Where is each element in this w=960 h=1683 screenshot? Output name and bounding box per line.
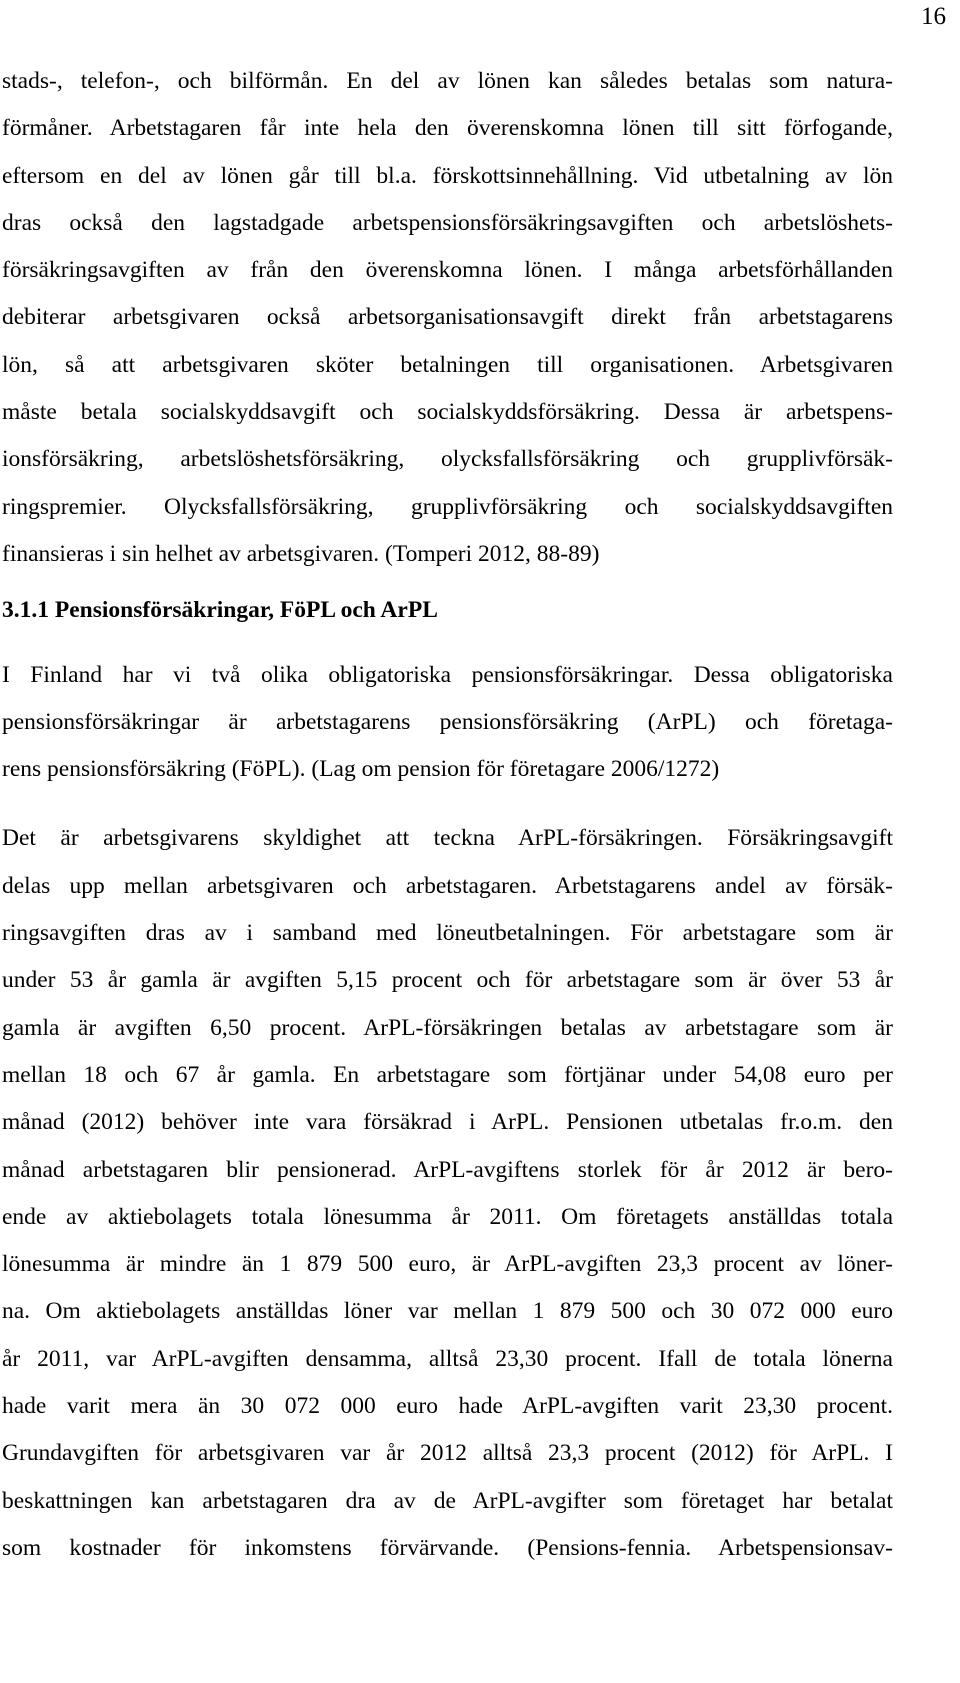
text-line: försäkringsavgiften av från den överenskomna lönen. I många arbetsförhållanden bbox=[2, 257, 893, 284]
text-line: Det är arbetsgivarens skyldighet att teckna ArPL-försäkringen. Försäkringsavgift bbox=[2, 825, 893, 852]
text-line: månad (2012) behöver inte vara försäkrad i ArPL. Pensionen utbetalas fr.o.m. den bbox=[2, 1109, 893, 1136]
text-line: debiterar arbetsgivaren också arbetsorganisationsavgift direkt från arbetstagarens bbox=[2, 304, 893, 331]
text-line: lön, så att arbetsgivaren sköter betalningen till organisationen. Arbetsgivaren bbox=[2, 351, 893, 378]
text-line: I Finland har vi två olika obligatoriska pensionsförsäkringar. Dessa obligatoriska bbox=[2, 661, 893, 688]
text-line: gamla är avgiften 6,50 procent. ArPL-försäkringen betalas av arbetstagare som är bbox=[2, 1014, 893, 1041]
text-line: hade varit mera än 30 072 000 euro hade ArPL-avgiften varit 23,30 procent. bbox=[2, 1393, 893, 1420]
text-line: ionsförsäkring, arbetslöshetsförsäkring, olycksfallsförsäkring och grupplivförsäk- bbox=[2, 446, 893, 473]
text-line: beskattningen kan arbetstagaren dra av de ArPL-avgifter som företaget har betalat bbox=[2, 1487, 893, 1514]
text-line: rens pensionsförsäkring (FöPL). (Lag om pension för företagare 2006/1272) bbox=[2, 756, 720, 783]
paragraph-1 bbox=[2, 58, 893, 578]
text-line: eftersom en del av lönen går till bl.a. förskottsinnehållning. Vid utbetalning av lön bbox=[2, 162, 893, 189]
text-line: lönesumma är mindre än 1 879 500 euro, är ArPL-avgiften 23,3 procent av löner- bbox=[2, 1251, 893, 1278]
text-line: månad arbetstagaren blir pensionerad. ArPL-avgiftens storlek för år 2012 är bero- bbox=[2, 1156, 893, 1183]
section-heading: 3.1.1 Pensionsförsäkringar, FöPL och ArPL bbox=[2, 597, 438, 624]
text-line: år 2011, var ArPL-avgiften densamma, alltså 23,30 procent. Ifall de totala lönerna bbox=[2, 1345, 893, 1372]
text-line: finansieras i sin helhet av arbetsgivaren. (Tomperi 2012, 88-89) bbox=[2, 540, 600, 567]
text-line: stads-, telefon-, och bilförmån. En del av lönen kan således betalas som natura- bbox=[2, 68, 893, 94]
text-line: som kostnader för inkomstens förvärvande. (Pensions-fennia. Arbetspensionsav- bbox=[2, 1534, 893, 1561]
text-line: delas upp mellan arbetsgivaren och arbetstagaren. Arbetstagarens andel av försäk- bbox=[2, 872, 893, 899]
text-line: ringspremier. Olycksfallsförsäkring, grupplivförsäkring och socialskyddsavgiften bbox=[2, 493, 893, 520]
document-body bbox=[2, 58, 893, 1572]
text-line: na. Om aktiebolagets anställdas löner var mellan 1 879 500 och 30 072 000 euro bbox=[2, 1298, 893, 1325]
text-line: mellan 18 och 67 år gamla. En arbetstagare som förtjänar under 54,08 euro per bbox=[2, 1061, 893, 1088]
text-line: Grundavgiften för arbetsgivaren var år 2012 alltså 23,3 procent (2012) för ArPL. I bbox=[2, 1440, 893, 1467]
paragraph-3 bbox=[2, 815, 893, 1572]
text-line: ringsavgiften dras av i samband med löneutbetalningen. För arbetstagare som är bbox=[2, 920, 893, 947]
paragraph-2 bbox=[2, 652, 893, 794]
text-line: dras också den lagstadgade arbetspensionsförsäkringsavgiften och arbetslöshets- bbox=[2, 209, 893, 236]
text-line: under 53 år gamla är avgiften 5,15 procent och för arbetstagare som är över 53 år bbox=[2, 967, 893, 994]
text-line: ende av aktiebolagets totala lönesumma år 2011. Om företagets anställdas totala bbox=[2, 1203, 893, 1230]
text-line: förmåner. Arbetstagaren får inte hela den överenskomna lönen till sitt förfogande, bbox=[2, 115, 893, 142]
text-line: pensionsförsäkringar är arbetstagarens pensionsförsäkring (ArPL) och företaga- bbox=[2, 708, 893, 735]
page-number: 16 bbox=[921, 3, 946, 30]
text-line: måste betala socialskyddsavgift och socialskyddsförsäkring. Dessa är arbetspens- bbox=[2, 399, 893, 426]
